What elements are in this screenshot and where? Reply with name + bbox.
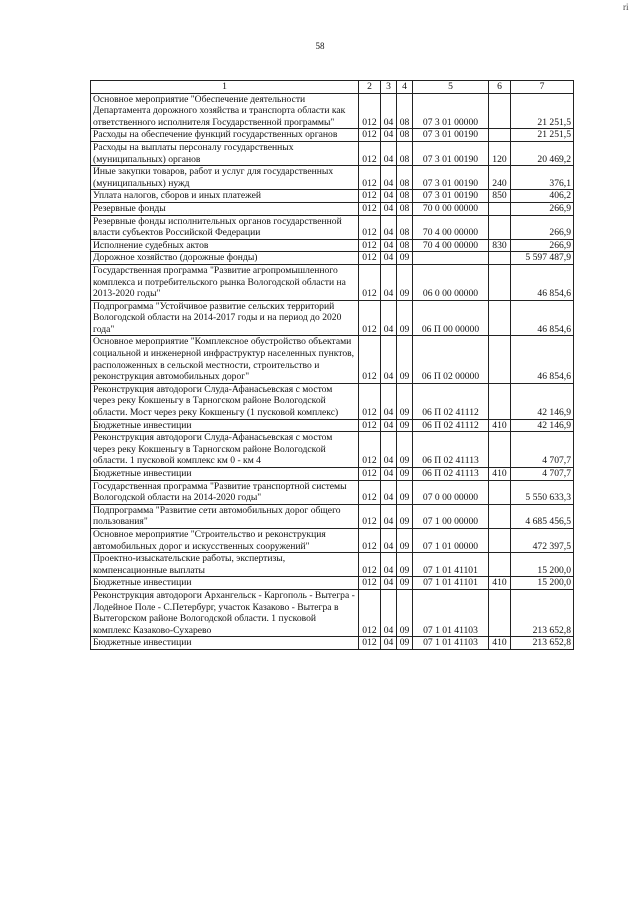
row-amount: 21 251,5	[511, 129, 574, 142]
table-row	[91, 589, 574, 636]
row-section-code: 04	[381, 166, 397, 190]
row-target-article: 06 П 02 41113	[413, 468, 489, 481]
row-gr-code: 012	[359, 480, 381, 504]
row-target-article: 07 1 00 00000	[413, 504, 489, 528]
row-subsection-code: 08	[397, 166, 413, 190]
row-amount: 46 854,6	[511, 300, 574, 336]
row-description: Уплата налогов, сборов и иных платежей	[91, 190, 359, 203]
row-gr-code: 012	[359, 215, 381, 239]
table-row	[91, 215, 574, 239]
corner-mark: ri	[623, 2, 629, 12]
row-gr-code: 012	[359, 432, 381, 468]
row-gr-code: 012	[359, 589, 381, 636]
header-cell: 4	[397, 81, 413, 94]
row-section-code: 04	[381, 504, 397, 528]
row-description: Иные закупки товаров, работ и услуг для государственных (муниципальных) нужд	[91, 166, 359, 190]
row-section-code: 04	[381, 129, 397, 142]
table-row	[91, 239, 574, 252]
row-gr-code: 012	[359, 129, 381, 142]
row-gr-code: 012	[359, 239, 381, 252]
row-amount: 46 854,6	[511, 336, 574, 383]
row-gr-code: 012	[359, 383, 381, 419]
row-subsection-code: 09	[397, 336, 413, 383]
table-row	[91, 166, 574, 190]
row-section-code: 04	[381, 264, 397, 300]
table-row	[91, 419, 574, 432]
row-subsection-code: 09	[397, 480, 413, 504]
row-amount: 15 200,0	[511, 577, 574, 590]
row-description: Реконструкция автодороги Слуда-Афанасьевская с мостом через реку Кокшеньгу в Тарногском районе Вологодской области. 1 пусковой комплекс км 0 - км 4	[91, 432, 359, 468]
row-target-article: 07 3 01 00190	[413, 166, 489, 190]
row-subsection-code: 08	[397, 202, 413, 215]
row-subsection-code: 08	[397, 93, 413, 129]
row-target-article: 06 П 02 00000	[413, 336, 489, 383]
table-row	[91, 637, 574, 650]
row-gr-code: 012	[359, 528, 381, 552]
row-subsection-code: 09	[397, 504, 413, 528]
row-subsection-code: 09	[397, 300, 413, 336]
row-amount: 4 707,7	[511, 468, 574, 481]
row-amount: 376,1	[511, 166, 574, 190]
table-row	[91, 504, 574, 528]
row-subsection-code: 08	[397, 239, 413, 252]
row-target-article: 06 П 00 00000	[413, 300, 489, 336]
row-section-code: 04	[381, 239, 397, 252]
row-gr-code: 012	[359, 141, 381, 165]
row-amount: 266,9	[511, 239, 574, 252]
row-expense-type: 410	[489, 468, 511, 481]
row-subsection-code: 08	[397, 190, 413, 203]
row-subsection-code: 09	[397, 264, 413, 300]
row-gr-code: 012	[359, 300, 381, 336]
row-description: Основное мероприятие "Комплексное обустройство объектами социальной и инженерной инфраструктур населенных пунктов, расположенных в сельской местности, строительство и реконструкция автомобильных дорог"	[91, 336, 359, 383]
row-section-code: 04	[381, 141, 397, 165]
header-cell: 6	[489, 81, 511, 94]
row-description: Исполнение судебных актов	[91, 239, 359, 252]
row-subsection-code: 09	[397, 553, 413, 577]
row-amount: 21 251,5	[511, 93, 574, 129]
row-expense-type: 240	[489, 166, 511, 190]
row-target-article: 07 3 01 00190	[413, 129, 489, 142]
row-expense-type	[489, 129, 511, 142]
row-target-article: 70 4 00 00000	[413, 215, 489, 239]
header-cell: 5	[413, 81, 489, 94]
row-target-article: 70 4 00 00000	[413, 239, 489, 252]
row-expense-type	[489, 383, 511, 419]
row-section-code: 04	[381, 553, 397, 577]
row-expense-type	[489, 528, 511, 552]
row-description: Подпрограмма "Развитие сети автомобильных дорог общего пользования"	[91, 504, 359, 528]
row-target-article: 07 3 01 00190	[413, 141, 489, 165]
row-description: Бюджетные инвестиции	[91, 468, 359, 481]
row-target-article: 07 1 01 41103	[413, 589, 489, 636]
row-description: Резервные фонды исполнительных органов государственной власти субъектов Российской Федерации	[91, 215, 359, 239]
row-description: Расходы на обеспечение функций государственных органов	[91, 129, 359, 142]
row-gr-code: 012	[359, 468, 381, 481]
row-expense-type	[489, 264, 511, 300]
table-row	[91, 336, 574, 383]
table-row	[91, 528, 574, 552]
row-gr-code: 012	[359, 252, 381, 265]
table-row	[91, 300, 574, 336]
row-section-code: 04	[381, 300, 397, 336]
row-amount: 46 854,6	[511, 264, 574, 300]
row-subsection-code: 09	[397, 528, 413, 552]
row-section-code: 04	[381, 93, 397, 129]
row-description: Бюджетные инвестиции	[91, 419, 359, 432]
row-expense-type	[489, 432, 511, 468]
header-cell: 3	[381, 81, 397, 94]
row-expense-type	[489, 93, 511, 129]
row-amount: 266,9	[511, 215, 574, 239]
row-target-article: 06 П 02 41113	[413, 432, 489, 468]
row-expense-type	[489, 252, 511, 265]
table-row	[91, 93, 574, 129]
row-gr-code: 012	[359, 202, 381, 215]
row-target-article: 70 0 00 00000	[413, 202, 489, 215]
row-amount: 213 652,8	[511, 589, 574, 636]
row-subsection-code: 08	[397, 129, 413, 142]
row-amount: 15 200,0	[511, 553, 574, 577]
row-section-code: 04	[381, 202, 397, 215]
row-description: Дорожное хозяйство (дорожные фонды)	[91, 252, 359, 265]
row-amount: 213 652,8	[511, 637, 574, 650]
row-target-article: 07 3 01 00000	[413, 93, 489, 129]
row-amount: 20 469,2	[511, 141, 574, 165]
row-subsection-code: 08	[397, 215, 413, 239]
row-description: Резервные фонды	[91, 202, 359, 215]
row-gr-code: 012	[359, 336, 381, 383]
page-number: 58	[315, 41, 325, 51]
row-section-code: 04	[381, 336, 397, 383]
row-gr-code: 012	[359, 93, 381, 129]
row-target-article: 07 1 01 41103	[413, 637, 489, 650]
row-description: Бюджетные инвестиции	[91, 577, 359, 590]
row-amount: 42 146,9	[511, 419, 574, 432]
table-row	[91, 432, 574, 468]
row-target-article: 07 1 01 41101	[413, 553, 489, 577]
row-target-article: 06 П 02 41112	[413, 383, 489, 419]
row-description: Государственная программа "Развитие транспортной системы Вологодской области на 2014-2020 годы"	[91, 480, 359, 504]
table-row	[91, 202, 574, 215]
header-cell: 2	[359, 81, 381, 94]
row-section-code: 04	[381, 252, 397, 265]
row-target-article: 06 0 00 00000	[413, 264, 489, 300]
row-section-code: 04	[381, 577, 397, 590]
row-expense-type	[489, 553, 511, 577]
row-description: Проектно-изыскательские работы, экспертизы, компенсационные выплаты	[91, 553, 359, 577]
header-cell: 7	[511, 81, 574, 94]
row-section-code: 04	[381, 419, 397, 432]
row-gr-code: 012	[359, 637, 381, 650]
row-section-code: 04	[381, 432, 397, 468]
row-expense-type	[489, 202, 511, 215]
row-section-code: 04	[381, 637, 397, 650]
table-row	[91, 480, 574, 504]
row-subsection-code: 09	[397, 589, 413, 636]
row-description: Государственная программа "Развитие агропромышленного комплекса и потребительского рынка Вологодской области на 2013-2020 годы"	[91, 264, 359, 300]
row-section-code: 04	[381, 215, 397, 239]
row-expense-type: 410	[489, 577, 511, 590]
row-subsection-code: 08	[397, 141, 413, 165]
row-description: Расходы на выплаты персоналу государственных (муниципальных) органов	[91, 141, 359, 165]
row-gr-code: 012	[359, 190, 381, 203]
row-description: Реконструкция автодороги Слуда-Афанасьевская с мостом через реку Кокшеньгу в Тарногском районе Вологодской области. Мост через реку Кокшеньгу (1 пусковой комплекс)	[91, 383, 359, 419]
row-expense-type: 830	[489, 239, 511, 252]
row-amount: 5 597 487,9	[511, 252, 574, 265]
row-description: Основное мероприятие "Строительство и реконструкция автомобильных дорог и искусственных сооружений"	[91, 528, 359, 552]
row-description: Реконструкция автодороги Архангельск - Каргополь - Вытегра - Лодейное Поле - С.Петербург, участок Казаково - Вытегра в Вытегорском районе Вологодской области. 1 пусковой комплекс Казаково-Сухарево	[91, 589, 359, 636]
row-subsection-code: 09	[397, 637, 413, 650]
row-section-code: 04	[381, 190, 397, 203]
table-row	[91, 553, 574, 577]
row-gr-code: 012	[359, 419, 381, 432]
row-gr-code: 012	[359, 264, 381, 300]
row-expense-type	[489, 215, 511, 239]
row-subsection-code: 09	[397, 577, 413, 590]
row-expense-type: 410	[489, 419, 511, 432]
row-gr-code: 012	[359, 504, 381, 528]
row-target-article: 07 1 01 41101	[413, 577, 489, 590]
row-section-code: 04	[381, 480, 397, 504]
row-target-article: 07 0 00 00000	[413, 480, 489, 504]
table-row	[91, 129, 574, 142]
row-target-article: 07 1 01 00000	[413, 528, 489, 552]
row-subsection-code: 09	[397, 383, 413, 419]
row-amount: 472 397,5	[511, 528, 574, 552]
row-amount: 42 146,9	[511, 383, 574, 419]
row-expense-type	[489, 336, 511, 383]
row-target-article: 07 3 01 00190	[413, 190, 489, 203]
row-expense-type: 410	[489, 637, 511, 650]
row-section-code: 04	[381, 383, 397, 419]
row-amount: 5 550 633,3	[511, 480, 574, 504]
row-subsection-code: 09	[397, 432, 413, 468]
row-gr-code: 012	[359, 166, 381, 190]
row-description: Основное мероприятие "Обеспечение деятельности Департамента дорожного хозяйства и транспорта области как ответственного исполнителя Государственной программы"	[91, 93, 359, 129]
table-row	[91, 252, 574, 265]
row-expense-type	[489, 589, 511, 636]
row-amount: 406,2	[511, 190, 574, 203]
row-description: Бюджетные инвестиции	[91, 637, 359, 650]
row-section-code: 04	[381, 468, 397, 481]
row-expense-type: 120	[489, 141, 511, 165]
row-expense-type	[489, 480, 511, 504]
row-description: Подпрограмма "Устойчивое развитие сельских территорий Вологодской области на 2014-2017 годы и на период до 2020 года"	[91, 300, 359, 336]
row-target-article: 06 П 02 41112	[413, 419, 489, 432]
table-header-row	[91, 81, 574, 94]
table-row	[91, 577, 574, 590]
budget-table	[90, 80, 574, 650]
table-row	[91, 383, 574, 419]
row-amount: 4 685 456,5	[511, 504, 574, 528]
header-cell: 1	[91, 81, 359, 94]
row-amount: 266,9	[511, 202, 574, 215]
table-row	[91, 468, 574, 481]
row-gr-code: 012	[359, 553, 381, 577]
row-expense-type	[489, 504, 511, 528]
table-row	[91, 264, 574, 300]
row-expense-type	[489, 300, 511, 336]
row-gr-code: 012	[359, 577, 381, 590]
row-expense-type: 850	[489, 190, 511, 203]
row-section-code: 04	[381, 528, 397, 552]
row-subsection-code: 09	[397, 252, 413, 265]
row-subsection-code: 09	[397, 419, 413, 432]
row-section-code: 04	[381, 589, 397, 636]
row-subsection-code: 09	[397, 468, 413, 481]
table-row	[91, 190, 574, 203]
table-row	[91, 141, 574, 165]
row-target-article	[413, 252, 489, 265]
row-amount: 4 707,7	[511, 432, 574, 468]
